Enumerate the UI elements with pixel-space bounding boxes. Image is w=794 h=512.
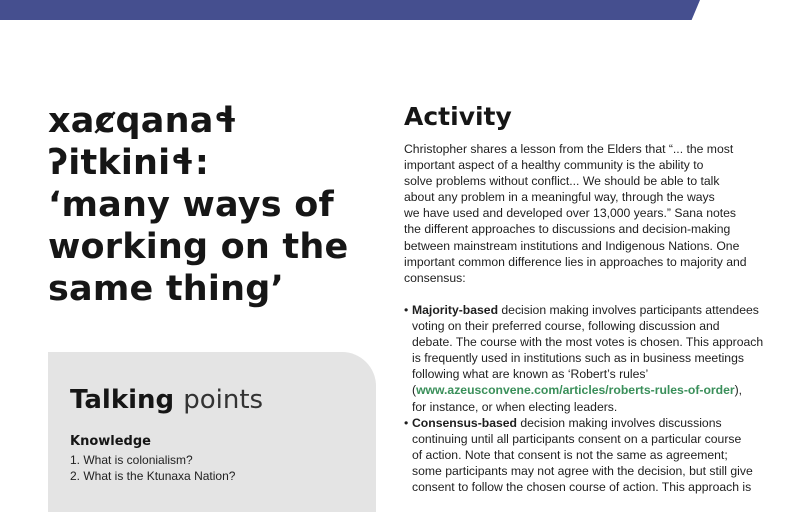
- paragraph-line: Christopher shares a lesson from the Elders that “... the most: [404, 142, 734, 156]
- link-close: ),: [734, 383, 743, 398]
- bullet-text: decision making involves participants attendees: [498, 303, 759, 317]
- title-line: ‘many ways of: [48, 185, 334, 225]
- bullet-line: of action. Note that consent is not the same as agreement;: [412, 447, 728, 462]
- knowledge-questions: [70, 452, 235, 484]
- paragraph-line: we have used and developed over 13,000 years.” Sana notes: [404, 206, 737, 221]
- question-item: 1. What is colonialism?: [70, 453, 193, 467]
- majority-term: Majority-based: [412, 303, 499, 317]
- title-line: same thing’: [48, 269, 284, 309]
- activity-heading: Activity: [404, 102, 512, 131]
- knowledge-heading: Knowledge: [70, 434, 151, 449]
- paragraph-line: important aspect of a healthy community is the ability to: [404, 158, 704, 173]
- activity-paragraph: [404, 141, 764, 286]
- question-item: 2. What is the Ktunaxa Nation?: [70, 469, 236, 483]
- link-line: [412, 382, 764, 398]
- bullet-line: following what are known as ‘Robert’s rules’: [412, 367, 649, 382]
- bullet-first-line: [412, 415, 764, 431]
- page-title: [48, 100, 378, 310]
- paragraph-line: the different approaches to discussions and decision-making: [404, 222, 731, 237]
- bullet-line: voting on their preferred course, following discussion and: [412, 319, 720, 334]
- bullet-line: debate. The course with the most votes is chosen. This approach: [412, 335, 764, 350]
- title-line: xaȼqanaɬ: [48, 101, 239, 141]
- bullet-line: continuing until all participants consent on a particular course: [412, 431, 742, 446]
- bullet-line: is frequently used in institutions such as in business meetings: [412, 351, 744, 366]
- paragraph-line: consensus:: [404, 270, 466, 285]
- talking-points-box: [48, 352, 376, 512]
- list-item-consensus: [404, 415, 764, 495]
- title-line: working on the: [48, 227, 349, 267]
- paragraph-line: important common difference lies in approaches to majority and: [404, 254, 747, 269]
- bullet-line: consent to follow the chosen course of action. This approach is: [412, 480, 752, 495]
- list-item-majority: [404, 302, 764, 415]
- decision-making-list: [404, 302, 764, 495]
- top-banner: [0, 0, 700, 20]
- bullet-dot: •: [404, 303, 409, 317]
- bullet-first-line: [412, 302, 764, 318]
- bullet-dot: •: [404, 415, 409, 430]
- bullet-line: some participants may not agree with the decision, but still give: [412, 463, 753, 478]
- paragraph-line: between mainstream institutions and Indigenous Nations. One: [404, 238, 740, 253]
- paragraph-line: solve problems without conflict... We should be able to talk: [404, 174, 720, 189]
- link-open: (: [412, 383, 417, 398]
- talking-points-heading-light: points: [183, 385, 264, 415]
- talking-points-heading-bold: Talking: [70, 385, 175, 415]
- roberts-rules-link[interactable]: www.azeusconvene.com/articles/roberts-rules-of-order: [416, 383, 735, 398]
- bullet-text: decision making involves discussions: [516, 415, 722, 430]
- paragraph-line: about any problem in a meaningful way, through the ways: [404, 190, 715, 205]
- title-line: ʔitkiniɬ:: [48, 143, 210, 183]
- bullet-line: for instance, or when electing leaders.: [412, 399, 618, 414]
- consensus-term: Consensus-based: [412, 415, 517, 430]
- talking-points-heading: [70, 384, 263, 416]
